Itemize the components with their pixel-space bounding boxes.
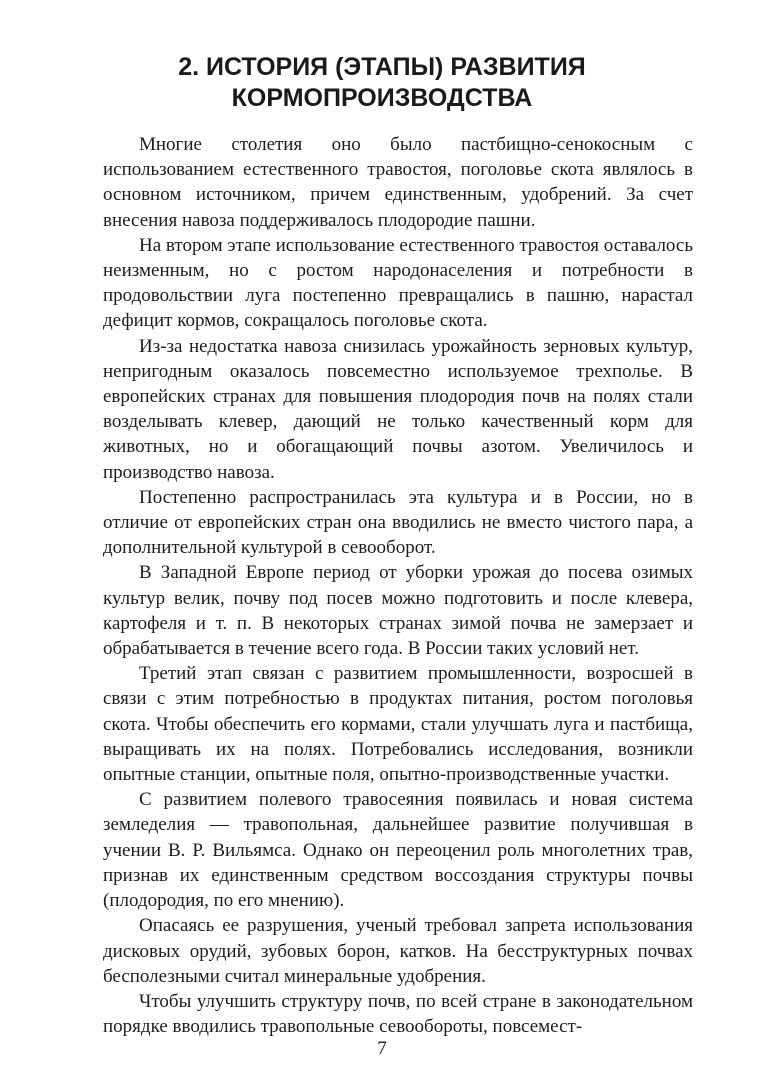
- paragraph-9: Чтобы улучшить структуру почв, по всей стране в законодательном порядке вводились травопольные севообороты, повсемест-: [103, 990, 693, 1038]
- paragraph-6: Третий этап связан с развитием промышленности, возросшей в связи с этим потребностью в продуктах питания, ростом поголовья скота. Чтобы обеспечить его кормами, стали улучшать луга и пастбища, выращивать их на полях. Потребовались исследования, возникли опытные станции, опытные поля, опытно-производственные участки.: [103, 663, 693, 786]
- body-text: [103, 132, 693, 1039]
- paragraph-3: Из-за недостатка навоза снизилась урожайность зерновых культур, непригодным оказалось повсеместно используемое трехполье. В европейских странах для повышения плодородия почв на полях стали возделывать клевер, дающий не только качественный корм для животных, но и обогащающий почвы азотом. Увеличилось и производство навоза.: [103, 335, 693, 483]
- paragraph-4: Постепенно распространилась эта культура и в России, но в отличие от европейских стран она вводились не вместо чистого пара, а дополнительной культурой в севооборот.: [103, 486, 693, 559]
- page-title: [100, 52, 664, 114]
- title-line-2: КОРМОПРОИЗВОДСТВА: [231, 84, 533, 112]
- paragraph-2: На втором этапе использование естественного травостоя оставалось неизменным, но с ростом народонаселения и потребности в продовольствии луга постепенно превращались в пашню, нарастал дефицит кормов, сокращалось поголовье скота.: [103, 234, 693, 332]
- paragraph-5: В Западной Европе период от уборки урожая до посева озимых культур велик, почву под посев можно подготовить и после клевера, картофеля и т. п. В некоторых странах зимой почва не замерзает и обрабатывается в течение всего года. В России таких условий нет.: [103, 562, 693, 660]
- page-number: 7: [377, 1038, 387, 1059]
- paragraph-8: Опасаясь ее разрушения, ученый требовал запрета использования дисковых орудий, зубовых борон, катков. На бесструктурных почвах бесполезными считал минеральные удобрения.: [103, 915, 693, 987]
- paragraph-7: С развитием полевого травосеяния появилась и новая система земледелия — травопольная, дальнейшее развитие получившая в учении В. Р. Вильямса. Однако он переоценил роль многолетних трав, признав их единственным средством воссоздания структуры почвы (плодородия, по его мнению).: [103, 789, 693, 912]
- paragraph-1: Многие столетия оно было пастбищно-сенокосным с использованием естественного травостоя, поголовье скота являлось в основном источником, причем единственным, удобрений. За счет внесения навоза поддерживалось плодородие пашни.: [103, 134, 693, 231]
- title-line-1: 2. ИСТОРИЯ (ЭТАПЫ) РАЗВИТИЯ: [178, 53, 586, 81]
